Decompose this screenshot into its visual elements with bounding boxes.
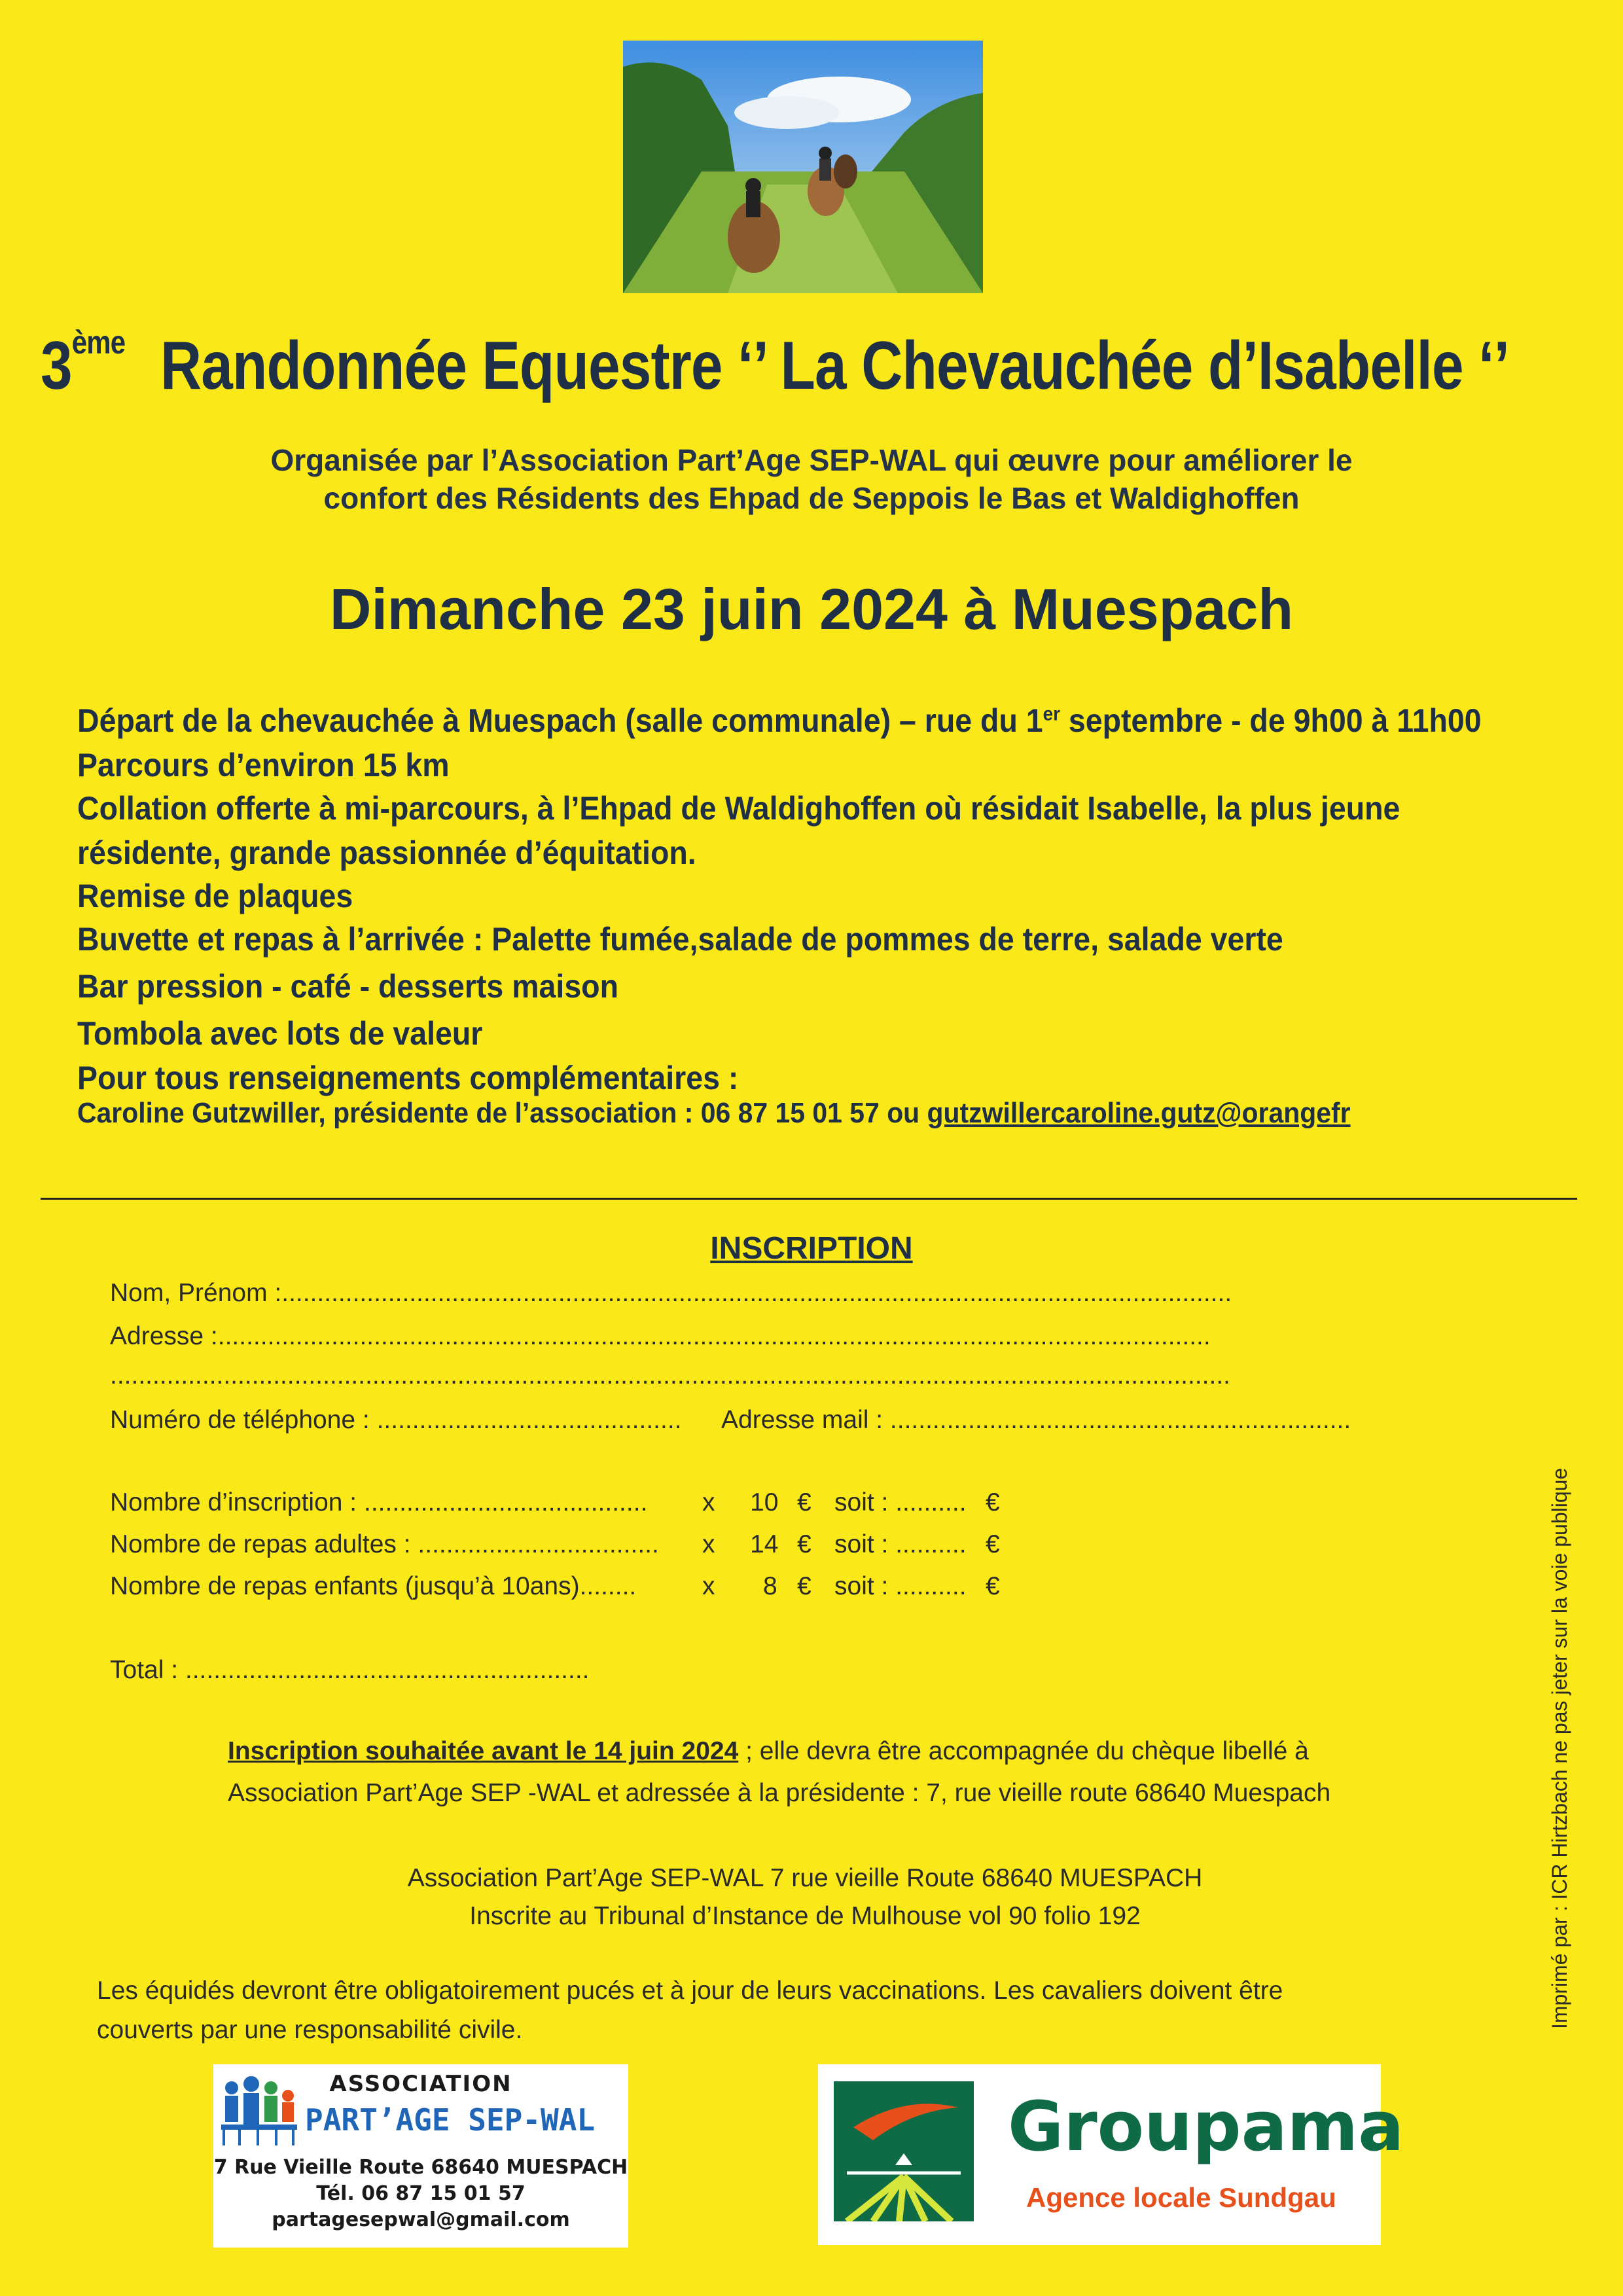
field-adresse-mail[interactable]: Adresse mail : ................................................................. <box>721 1406 1351 1434</box>
association-registration: Inscrite au Tribunal d’Instance de Mulhouse vol 90 folio 192 <box>469 1902 1141 1930</box>
unit-price: 10 <box>750 1488 779 1516</box>
deadline-line-1: Inscription souhaitée avant le 14 juin 2024 ; elle devra être accompagnée du chèque libellé à <box>228 1737 1309 1765</box>
groupama-name: Groupama <box>1008 2087 1404 2166</box>
title-ordinal: 3 <box>41 328 72 404</box>
multiply-sign: x <box>702 1572 715 1600</box>
deadline-date: Inscription souhaitée avant le 14 juin 2024 <box>228 1737 739 1765</box>
subtotal-field[interactable]: soit : .......... <box>834 1488 967 1516</box>
field-nom-prenom[interactable]: Nom, Prénom :...................................................................................................................................... <box>110 1279 1232 1307</box>
subtotal-field[interactable]: soit : .......... <box>834 1530 967 1558</box>
header-photo-horse-riders <box>623 41 983 293</box>
detail-bar: Bar pression - café - desserts maison <box>77 968 618 1005</box>
detail-tombola: Tombola avec lots de valeur <box>77 1015 483 1052</box>
event-title <box>41 324 1510 405</box>
inscription-heading: INSCRIPTION <box>710 1231 913 1266</box>
contact-text: Caroline Gutzwiller, présidente de l’association : 06 87 15 01 57 ou <box>77 1097 927 1129</box>
organizer-line-2: confort des Résidents des Ehpad de Seppois le Bas et Waldighoffen <box>323 481 1300 515</box>
currency-sign: € <box>986 1530 1000 1558</box>
title-ordinal-suffix: ème <box>71 324 126 361</box>
organizer-line-1: Organisée par l’Association Part’Age SEP-WAL qui œuvre pour améliorer le <box>270 443 1353 477</box>
order-label[interactable]: Nombre de repas enfants (jusqu’à 10ans)........ <box>110 1572 637 1600</box>
unit-price: 14 <box>750 1530 779 1558</box>
currency-sign: € <box>986 1488 1000 1516</box>
association-logo <box>213 2064 628 2248</box>
title-main: Randonnée Equestre ‘’ La Chevauchée d’Isabelle ‘’ <box>160 328 1510 404</box>
multiply-sign: x <box>702 1530 715 1558</box>
currency-sign: € <box>986 1572 1000 1600</box>
multiply-sign: x <box>702 1488 715 1516</box>
detail-parcours: Parcours d’environ 15 km <box>77 747 450 783</box>
notice-line-2: couverts par une responsabilité civile. <box>97 2016 523 2044</box>
groupama-logo <box>818 2064 1404 2245</box>
detail-plaques: Remise de plaques <box>77 878 353 914</box>
detail-collation-2: résidente, grande passionnée d’équitation. <box>77 834 696 871</box>
field-telephone[interactable]: Numéro de téléphone : ........................................... <box>110 1406 682 1434</box>
logo-assoc-heading: ASSOCIATION <box>329 2071 512 2097</box>
currency-sign: € <box>797 1572 812 1600</box>
printer-note: Imprimé par : ICR Hirtzbach ne pas jeter sur la voie publique <box>1548 1467 1571 2029</box>
detail-depart: Départ de la chevauchée à Muespach (salle communale) – rue du 1er septembre - de 9h00 à 11h00 <box>77 702 1482 739</box>
event-date: Dimanche 23 juin 2024 à Muespach <box>329 577 1294 641</box>
logo-assoc-name: PART’AGE SEP-WAL <box>305 2102 596 2138</box>
logo-assoc-email: partagesepwal@gmail.com <box>272 2208 570 2231</box>
detail-collation-1: Collation offerte à mi-parcours, à l’Ehpad de Waldighoffen où résidait Isabelle, la plus jeune <box>77 790 1400 827</box>
field-total[interactable]: Total : ......................................................... <box>110 1656 590 1684</box>
unit-price: 8 <box>763 1572 777 1600</box>
contact-email-link[interactable]: gutzwillercaroline.gutz@orangefr <box>927 1097 1351 1129</box>
deadline-line-2: Association Part’Age SEP -WAL et adressée à la présidente : 7, rue vieille route 68640 Muespach <box>228 1779 1331 1807</box>
section-divider <box>41 1198 1577 1200</box>
logo-assoc-phone: Tél. 06 87 15 01 57 <box>316 2182 526 2205</box>
detail-buvette: Buvette et repas à l’arrivée : Palette fumée,salade de pommes de terre, salade verte <box>77 921 1283 958</box>
contact-line <box>77 1097 1351 1130</box>
order-label[interactable]: Nombre d’inscription : ........................................ <box>110 1488 648 1516</box>
order-label[interactable]: Nombre de repas adultes : .................................. <box>110 1530 659 1558</box>
groupama-agency: Agence locale Sundgau <box>1026 2182 1336 2213</box>
field-adresse-line-2[interactable]: .............................................................................................................................................................. <box>110 1361 1231 1390</box>
detail-renseignements: Pour tous renseignements complémentaires : <box>77 1060 739 1096</box>
association-address: Association Part’Age SEP-WAL 7 rue vieille Route 68640 MUESPACH <box>407 1864 1203 1892</box>
currency-sign: € <box>797 1530 812 1558</box>
subtotal-field[interactable]: soit : .......... <box>834 1572 967 1600</box>
currency-sign: € <box>797 1488 812 1516</box>
field-adresse[interactable]: Adresse :............................................................................................................................................ <box>110 1322 1211 1350</box>
logo-assoc-address: 7 Rue Vieille Route 68640 MUESPACH <box>213 2156 628 2179</box>
notice-line-1: Les équidés devront être obligatoirement pucés et à jour de leurs vaccinations. Les cavaliers doivent être <box>97 1977 1283 2005</box>
groupama-emblem-icon <box>834 2081 974 2221</box>
